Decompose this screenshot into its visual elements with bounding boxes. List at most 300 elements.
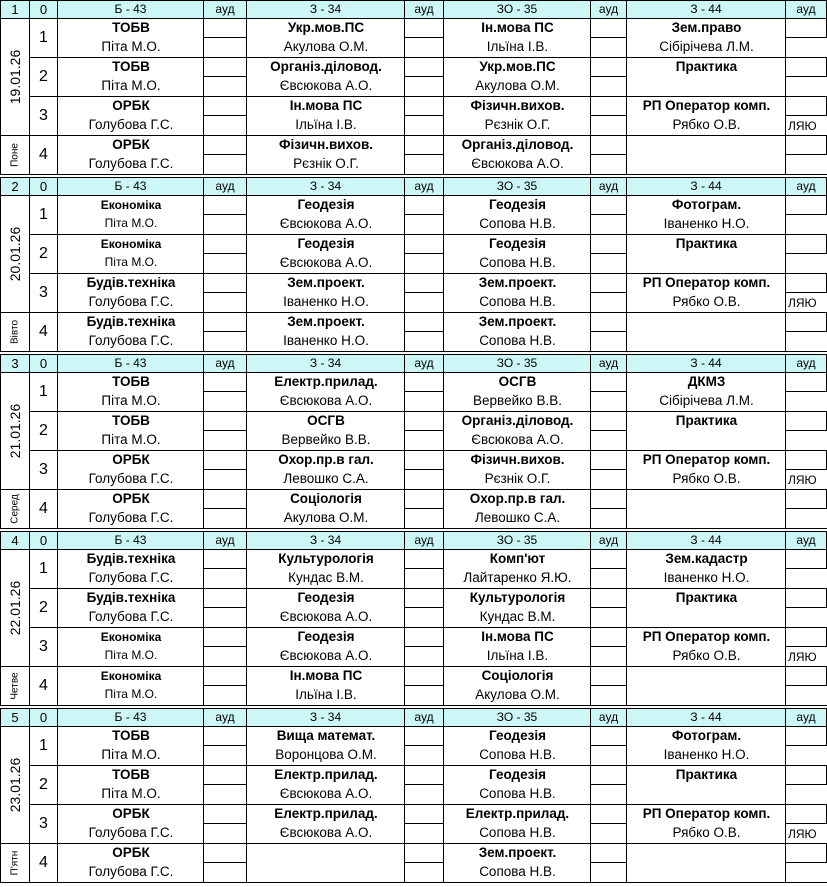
aud-box[interactable] [785,550,827,569]
teacher: Голубова Г.С. [88,156,174,171]
teacher: Сопова Н.В. [479,255,556,270]
aud-box[interactable] [785,451,827,470]
pair-number-text: 3 [39,284,48,301]
teacher: Іваненко Н.О. [663,216,750,231]
subject: Геодезія [297,629,355,644]
subject: Фотограм. [671,197,742,212]
aud-value: ЛЯЮ [788,296,817,310]
aud-box[interactable] [404,844,444,863]
teacher: Акулова О.М. [283,510,369,525]
group-header: З - 44 [626,0,786,19]
zero-header: 0 [29,0,58,19]
pair-number [29,550,58,589]
aud-box[interactable] [590,490,627,509]
aud-box[interactable] [404,412,444,431]
teacher: Піта М.О. [101,747,161,762]
column-divider [626,727,627,883]
teacher [627,784,786,804]
column-divider [203,19,204,175]
subject: Вища математ. [276,728,376,743]
subject: Соціологія [481,668,554,683]
column-divider [785,727,786,883]
aud-box[interactable] [404,19,444,38]
subject: ОРБК [112,845,150,860]
teacher [627,253,786,273]
aud-box[interactable] [590,628,627,647]
subject: Організ.діловод. [461,137,574,152]
aud-box[interactable] [404,628,444,647]
column-divider [203,196,204,352]
aud-header: ауд [203,354,247,373]
aud-header: ауд [203,708,247,727]
aud-box[interactable] [785,412,827,431]
subject: Культурологія [278,551,374,566]
subject: ТОБВ [112,59,150,74]
teacher: Сопова Н.В. [479,786,556,801]
column-divider [246,727,247,883]
aud-box[interactable] [785,196,827,215]
pair-number [29,97,58,136]
group-header: З - 34 [246,531,405,550]
aud-box[interactable] [785,727,827,746]
weekday-text: Поне [9,143,21,167]
teacher: Голубова Г.С. [88,609,174,624]
subject: Практика [675,590,738,605]
aud-box[interactable] [785,490,827,509]
subject: ОСГВ [307,413,345,428]
date-text: 22.01.26 [7,580,23,636]
aud-box[interactable] [203,727,247,746]
subject: Зем.проект. [478,845,557,860]
subject: Комп'ют [489,551,546,566]
teacher: Євсюкова А.О. [279,393,373,408]
aud-box[interactable] [203,274,247,293]
column-divider [443,19,444,175]
aud-header: ауд [785,354,827,373]
date-text: 21.01.26 [7,403,23,459]
aud-box[interactable] [203,58,247,77]
aud-box[interactable] [404,766,444,785]
aud-box[interactable] [404,805,444,824]
subject: Ін.мова ПС [289,98,363,113]
subject: ОСГВ [498,374,537,389]
teacher [627,508,786,528]
aud-header: ауд [203,0,247,19]
weekday-cell [0,489,30,529]
pair-number-text: 3 [39,461,48,478]
weekday-text: Четве [9,672,21,700]
teacher: Рябко О.В. [672,471,741,486]
group-header: Б - 43 [57,354,204,373]
day-number: 3 [0,354,30,373]
aud-box[interactable] [404,196,444,215]
pair-number [29,844,58,883]
teacher: Іваненко Н.О. [283,333,369,348]
subject: Зем.кадастр [665,551,748,566]
subject: Фізичн.вихов. [278,137,374,152]
zero-header: 0 [29,177,58,196]
teacher: Рєзнік О.Г. [293,156,359,171]
teacher [627,607,786,627]
aud-box[interactable] [203,136,247,155]
aud-value: ЛЯЮ [788,650,817,664]
teacher: Голубова Г.С. [88,333,174,348]
date-cell [0,195,30,313]
group-header: Б - 43 [57,177,204,196]
aud-box[interactable] [404,451,444,470]
teacher: Євсюкова А.О. [279,648,373,663]
teacher: Піта М.О. [101,432,161,447]
subject: Зем.проект. [287,275,365,290]
aud-box[interactable] [785,373,827,392]
pair-number-text: 3 [39,638,48,655]
group-header: З - 34 [246,708,405,727]
teacher [627,76,786,96]
subject: Геодезія [489,236,546,251]
column-divider [404,373,405,529]
aud-box[interactable] [404,58,444,77]
column-divider [404,727,405,883]
aud-header: ауд [590,354,627,373]
subject [627,313,786,331]
pair-number [29,490,58,529]
aud-box[interactable] [785,667,827,686]
aud-header: ауд [785,0,827,19]
column-divider [626,19,627,175]
date-cell [0,18,30,136]
teacher: Євсюкова А.О. [279,786,373,801]
pair-number-text: 1 [39,560,48,577]
column-divider [443,196,444,352]
aud-box[interactable] [404,235,444,254]
aud-box[interactable] [785,97,827,116]
column-divider [590,727,591,883]
aud-box[interactable] [590,313,627,332]
pair-number [29,235,58,274]
aud-box[interactable] [404,589,444,608]
column-divider [246,373,247,529]
aud-box[interactable] [203,490,247,509]
teacher: Євсюкова А.О. [471,432,564,447]
aud-header: ауд [785,708,827,727]
aud-box[interactable] [203,628,247,647]
subject: Зем.проект. [478,275,557,290]
teacher: Піта М.О. [104,216,158,230]
subject: Організ.діловод. [461,413,574,428]
aud-box[interactable] [203,766,247,785]
date-text: 19.01.26 [7,49,23,105]
column-divider [57,196,58,352]
teacher: Євсюкова А.О. [279,255,373,270]
aud-box[interactable] [203,412,247,431]
group-header: З - 44 [626,354,786,373]
teacher: Кундас В.М. [479,609,556,624]
aud-box[interactable] [785,844,827,863]
aud-box[interactable] [404,97,444,116]
pair-number [29,766,58,805]
teacher [627,430,786,450]
aud-box[interactable] [404,313,444,332]
subject: Економіка [100,630,162,644]
day-number: 4 [0,531,30,550]
aud-box[interactable] [590,274,627,293]
column-divider [404,196,405,352]
pair-number-text: 4 [39,677,48,694]
subject: Будів.техніка [86,590,176,605]
pair-number-text: 2 [39,599,48,616]
teacher [627,862,786,882]
group-header: З - 34 [246,0,405,19]
subject: РП Оператор комп. [642,629,771,644]
aud-box[interactable] [404,667,444,686]
pair-number [29,727,58,766]
subject: Електр.прилад. [274,806,378,821]
column-divider [443,550,444,706]
pair-number-text: 2 [39,245,48,262]
pair-number [29,274,58,313]
teacher: Євсюкова А.О. [279,78,373,93]
aud-header: ауд [404,0,444,19]
aud-box[interactable] [203,451,247,470]
aud-header: ауд [404,531,444,550]
subject: ТОБВ [112,767,150,782]
aud-box[interactable] [404,274,444,293]
subject: ДКМЗ [687,374,726,389]
aud-box[interactable] [785,19,827,38]
aud-header: ауд [590,0,627,19]
group-header: З - 34 [246,177,405,196]
column-divider [404,550,405,706]
aud-box[interactable] [203,97,247,116]
aud-box[interactable] [590,412,627,431]
aud-box[interactable] [404,727,444,746]
pair-number [29,19,58,58]
column-divider [203,373,204,529]
teacher: Акулова О.М. [475,687,560,702]
aud-box[interactable] [590,97,627,116]
aud-box[interactable] [590,805,627,824]
pair-number [29,589,58,628]
teacher: Ільїна І.В. [486,39,549,54]
column-divider [590,550,591,706]
teacher: Піта М.О. [104,648,158,662]
aud-box[interactable] [785,274,827,293]
teacher: Рябко О.В. [672,294,741,309]
teacher: Іваненко Н.О. [663,747,750,762]
aud-box[interactable] [590,373,627,392]
pair-number-text: 4 [39,146,48,163]
teacher: Голубова Г.С. [88,471,174,486]
subject: Фізичн.вихов. [470,452,565,467]
aud-box[interactable] [590,550,627,569]
column-divider [443,727,444,883]
aud-box[interactable] [590,844,627,863]
aud-box[interactable] [785,235,827,254]
teacher: Сопова Н.В. [479,864,556,879]
subject: РП Оператор комп. [642,275,771,290]
pair-number [29,628,58,667]
subject: РП Оператор комп. [642,98,771,113]
teacher: Воронцова О.М. [275,747,377,762]
aud-box[interactable] [590,589,627,608]
subject: Зем.право [671,20,742,35]
column-divider [785,373,786,529]
subject: Геодезія [489,197,546,212]
teacher: Сібірічева Л.М. [659,39,754,54]
aud-box[interactable] [785,628,827,647]
aud-box[interactable] [203,196,247,215]
pair-number [29,805,58,844]
teacher: Сопова Н.В. [479,747,556,762]
group-header: З - 34 [246,354,405,373]
teacher: Вервейко В.В. [473,393,562,408]
teacher: Сопова Н.В. [479,294,556,309]
column-divider [246,19,247,175]
teacher: Євсюкова А.О. [471,156,564,171]
aud-box[interactable] [590,196,627,215]
subject: ТОБВ [112,374,150,389]
aud-box[interactable] [203,589,247,608]
subject: Геодезія [489,767,546,782]
group-header: ЗО - 35 [443,177,591,196]
aud-box[interactable] [785,589,827,608]
date-cell [0,726,30,844]
subject: Фізичн.вихов. [470,98,565,113]
aud-box[interactable] [404,490,444,509]
subject: ТОБВ [112,413,150,428]
group-header: З - 44 [626,708,786,727]
subject: Геодезія [297,590,355,605]
column-divider [246,550,247,706]
pair-number-text: 1 [39,383,48,400]
subject: ОРБК [112,491,150,506]
pair-number-text: 4 [39,323,48,340]
aud-box[interactable] [203,667,247,686]
teacher: Євсюкова А.О. [279,825,373,840]
subject: Ін.мова ПС [481,629,554,644]
aud-box[interactable] [203,235,247,254]
aud-box[interactable] [590,58,627,77]
column-divider [626,550,627,706]
teacher: Піта М.О. [101,393,161,408]
subject: Охор.пр.в гал. [278,452,374,467]
teacher: Сопова Н.В. [479,216,556,231]
pair-number [29,313,58,352]
subject [627,136,786,154]
weekday-cell [0,312,30,352]
subject: Зем.проект. [287,314,365,329]
pair-number [29,58,58,97]
subject: Соціологія [290,491,362,506]
group-header: З - 44 [626,531,786,550]
aud-box[interactable] [203,550,247,569]
pair-number-text: 1 [39,29,48,46]
aud-header: ауд [590,708,627,727]
aud-box[interactable] [590,727,627,746]
aud-box[interactable] [203,844,247,863]
subject: Ін.мова ПС [481,20,554,35]
aud-box[interactable] [785,766,827,785]
aud-box[interactable] [785,805,827,824]
aud-box[interactable] [404,136,444,155]
weekday-text: Вівто [9,319,21,345]
column-divider [203,550,204,706]
aud-box[interactable] [590,136,627,155]
aud-header: ауд [404,354,444,373]
subject: Організ.діловод. [270,59,382,74]
subject: РП Оператор комп. [642,452,771,467]
pair-number-text: 2 [39,776,48,793]
group-header: ЗО - 35 [443,0,591,19]
subject: Фотограм. [671,728,742,743]
teacher [627,331,786,351]
weekday-text: Серед [9,494,21,524]
group-header: Б - 43 [57,531,204,550]
teacher: Ільїна І.В. [486,648,549,663]
column-divider [404,19,405,175]
teacher: Піта М.О. [104,687,158,701]
subject: ОРБК [112,98,150,113]
aud-box[interactable] [404,373,444,392]
subject: Геодезія [297,197,355,212]
aud-header: ауд [785,177,827,196]
teacher: Піта М.О. [101,39,161,54]
aud-box[interactable] [203,373,247,392]
subject: ОРБК [112,452,150,467]
aud-box[interactable] [590,766,627,785]
subject: Будів.техніка [86,314,176,329]
aud-box[interactable] [404,550,444,569]
aud-box[interactable] [785,136,827,155]
subject [627,667,786,685]
aud-box[interactable] [203,19,247,38]
teacher [627,154,786,174]
day-number: 2 [0,177,30,196]
aud-box[interactable] [590,19,627,38]
teacher [247,862,405,882]
column-divider [785,550,786,706]
column-divider [626,373,627,529]
teacher: Іваненко Н.О. [663,570,750,585]
aud-value: ЛЯЮ [788,473,817,487]
teacher: Сопова Н.В. [479,825,556,840]
subject: Укр.мов.ПС [287,20,365,35]
teacher: Сібірічева Л.М. [659,393,754,408]
aud-box[interactable] [590,235,627,254]
subject: Економіка [100,198,162,212]
subject: Практика [675,59,738,74]
pair-number [29,412,58,451]
teacher: Євсюкова А.О. [279,609,373,624]
aud-box[interactable] [785,313,827,332]
aud-header: ауд [404,177,444,196]
aud-box[interactable] [203,805,247,824]
aud-header: ауд [590,177,627,196]
teacher: Акулова О.М. [475,78,560,93]
aud-box[interactable] [785,58,827,77]
aud-value: ЛЯЮ [788,827,817,841]
column-divider [626,196,627,352]
column-divider [785,19,786,175]
aud-box[interactable] [590,667,627,686]
column-divider [785,196,786,352]
aud-box[interactable] [590,451,627,470]
aud-box[interactable] [203,313,247,332]
column-divider [246,196,247,352]
pair-number [29,373,58,412]
teacher: Голубова Г.С. [88,510,174,525]
subject: Ін.мова ПС [289,668,363,683]
